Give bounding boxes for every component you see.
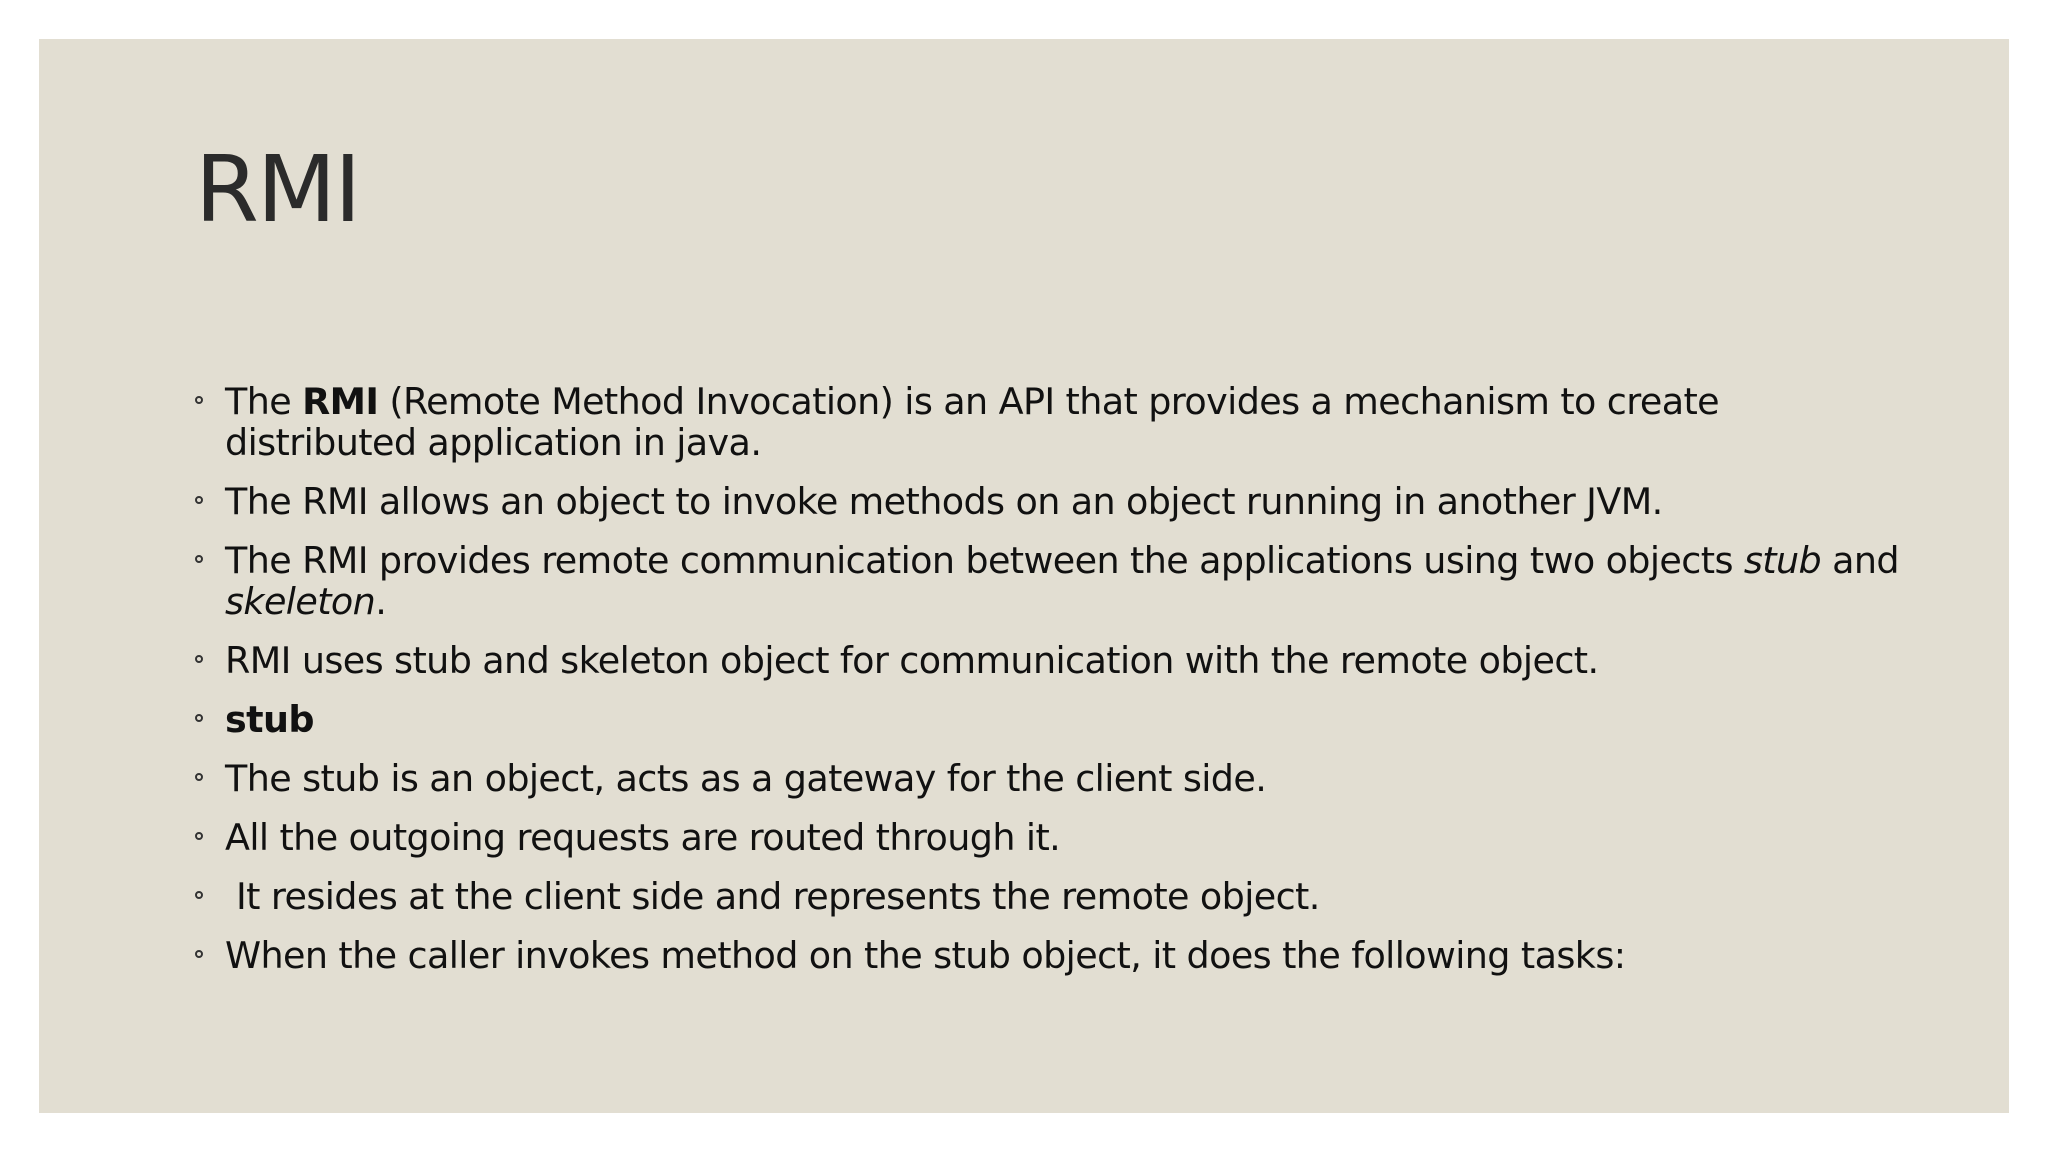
bullet-item [195,758,1915,799]
bullet-text [225,698,314,741]
bullet-circle-icon [195,832,203,840]
bullet-item [195,876,1915,917]
text-run: When the caller invokes method on the stub object, it does the following tasks: [225,934,1626,977]
bullet-circle-icon [195,496,203,504]
bullet-text [225,539,1910,623]
bullet-circle-icon [195,655,203,663]
bullet-item [195,381,1915,463]
bullet-circle-icon [195,555,203,563]
text-run: The [225,380,303,423]
bold-text: RMI [302,380,379,423]
text-run: It resides at the client side and represents the remote object. [225,875,1320,918]
bullet-item [195,699,1915,740]
bullet-circle-icon [195,950,203,958]
bullet-item [195,817,1915,858]
bullet-text [225,934,1625,977]
bullet-text [225,639,1599,682]
slide [39,39,2009,1113]
text-run: RMI uses stub and skeleton object for communication with the remote object. [225,639,1599,682]
bullet-text [225,816,1060,859]
bullet-circle-icon [195,773,203,781]
text-run: The RMI allows an object to invoke methods on an object running in another JVM. [225,480,1663,523]
bullet-text [225,480,1663,523]
bullet-circle-icon [195,891,203,899]
text-run: . [375,580,387,623]
italic-text: skeleton [225,580,376,623]
bullet-item [195,935,1915,976]
bullet-circle-icon [195,396,203,404]
italic-text: stub [1743,539,1822,582]
text-run: The stub is an object, acts as a gateway for the client side. [225,757,1267,800]
text-run: All the outgoing requests are routed through it. [225,816,1061,859]
bullet-text [225,875,1320,918]
text-run: The RMI provides remote communication between the applications using two objects [225,539,1744,582]
bullet-text [225,380,1730,464]
bullet-circle-icon [195,714,203,722]
bullet-text [225,757,1266,800]
bullet-item [195,640,1915,681]
bullet-item [195,540,1915,622]
bullet-list [195,381,1915,994]
bullet-item [195,481,1915,522]
text-run: and [1821,539,1910,582]
slide-title: RMI [195,136,360,243]
bold-text: stub [225,698,314,741]
text-run: (Remote Method Invocation) is an API that provides a mechanism to create distributed application in java. [225,380,1731,464]
